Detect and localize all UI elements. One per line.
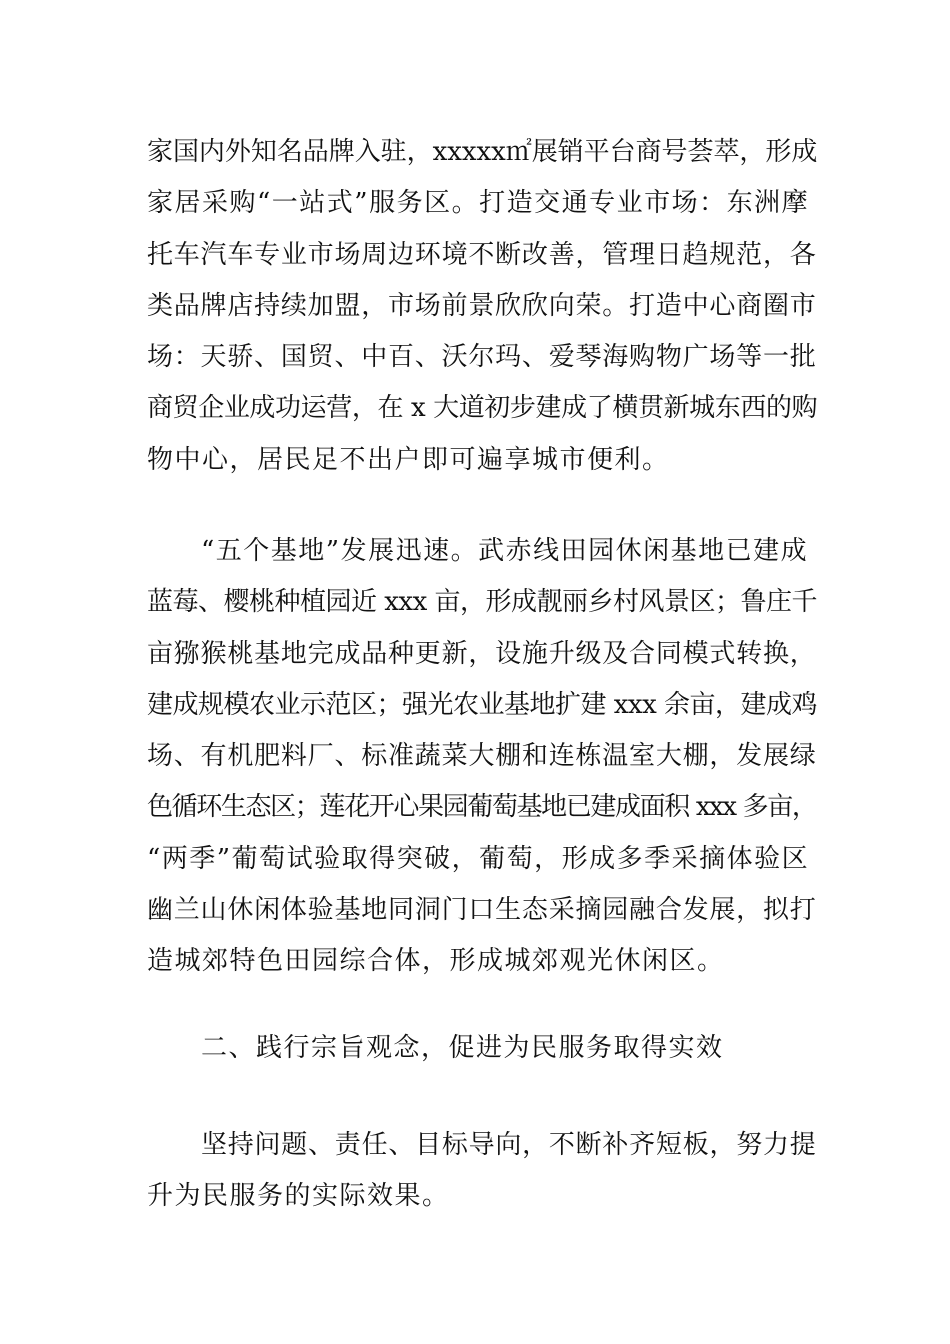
heading-text: 二、践行宗旨观念，促进为民服务取得实效 <box>201 1033 724 1063</box>
text-line: 升为民服务的实际效果。 <box>147 1181 450 1212</box>
text-line: 家国内外知名品牌入驻，xxxxx㎡展销平台商号荟萃，形成 <box>147 137 818 167</box>
text-line: “五个基地”发展迅速。武赤线田园休闲基地已建成 <box>201 536 809 566</box>
text-line: 类品牌店持续加盟，市场前景欣欣向荣。打造中心商圈市 <box>147 290 817 321</box>
text-line: 坚持问题、责任、目标导向，不断补齐短板，努力提 <box>201 1130 817 1160</box>
body-paragraph-service <box>147 1120 817 1223</box>
section-heading <box>147 1023 817 1074</box>
text-line: 造城郊特色田园综合体，形成城郊观光休闲区。 <box>147 946 725 977</box>
text-line: 蓝莓、樱桃种植园近 xxx 亩，形成靓丽乡村风景区；鲁庄千 <box>147 587 818 618</box>
text-line: 建成规模农业示范区；强光农业基地扩建 xxx 余亩，建成鸡 <box>147 689 818 720</box>
text-line: 亩猕猴桃基地完成品种更新，设施升级及合同模式转换， <box>147 638 817 669</box>
text-line: 家居采购“一站式”服务区。打造交通专业市场：东洲摩 <box>147 188 810 219</box>
body-paragraph-market <box>147 127 817 486</box>
text-line: 托车汽车专业市场周边环境不断改善，管理日趋规范，各 <box>147 239 817 270</box>
text-line: 物中心，居民足不出户即可遍享城市便利。 <box>147 444 670 475</box>
text-line: 场、有机肥料厂、标准蔬菜大棚和连栋温室大棚，发展绿 <box>147 741 817 772</box>
text-line: “两季”葡萄试验取得突破，葡萄，形成多季采摘体验区 <box>147 843 810 874</box>
text-line: 场：天骄、国贸、中百、沃尔玛、爱琴海购物广场等一批 <box>147 342 817 373</box>
text-line: 幽兰山休闲体验基地同洞门口生态采摘园融合发展，拟打 <box>147 895 817 926</box>
text-line: 色循环生态区；莲花开心果园葡萄基地已建成面积 xxx 多亩， <box>147 792 817 823</box>
body-paragraph-five-bases <box>147 526 817 988</box>
text-line: 商贸企业成功运营，在 x 大道初步建成了横贯新城东西的购 <box>147 393 818 424</box>
